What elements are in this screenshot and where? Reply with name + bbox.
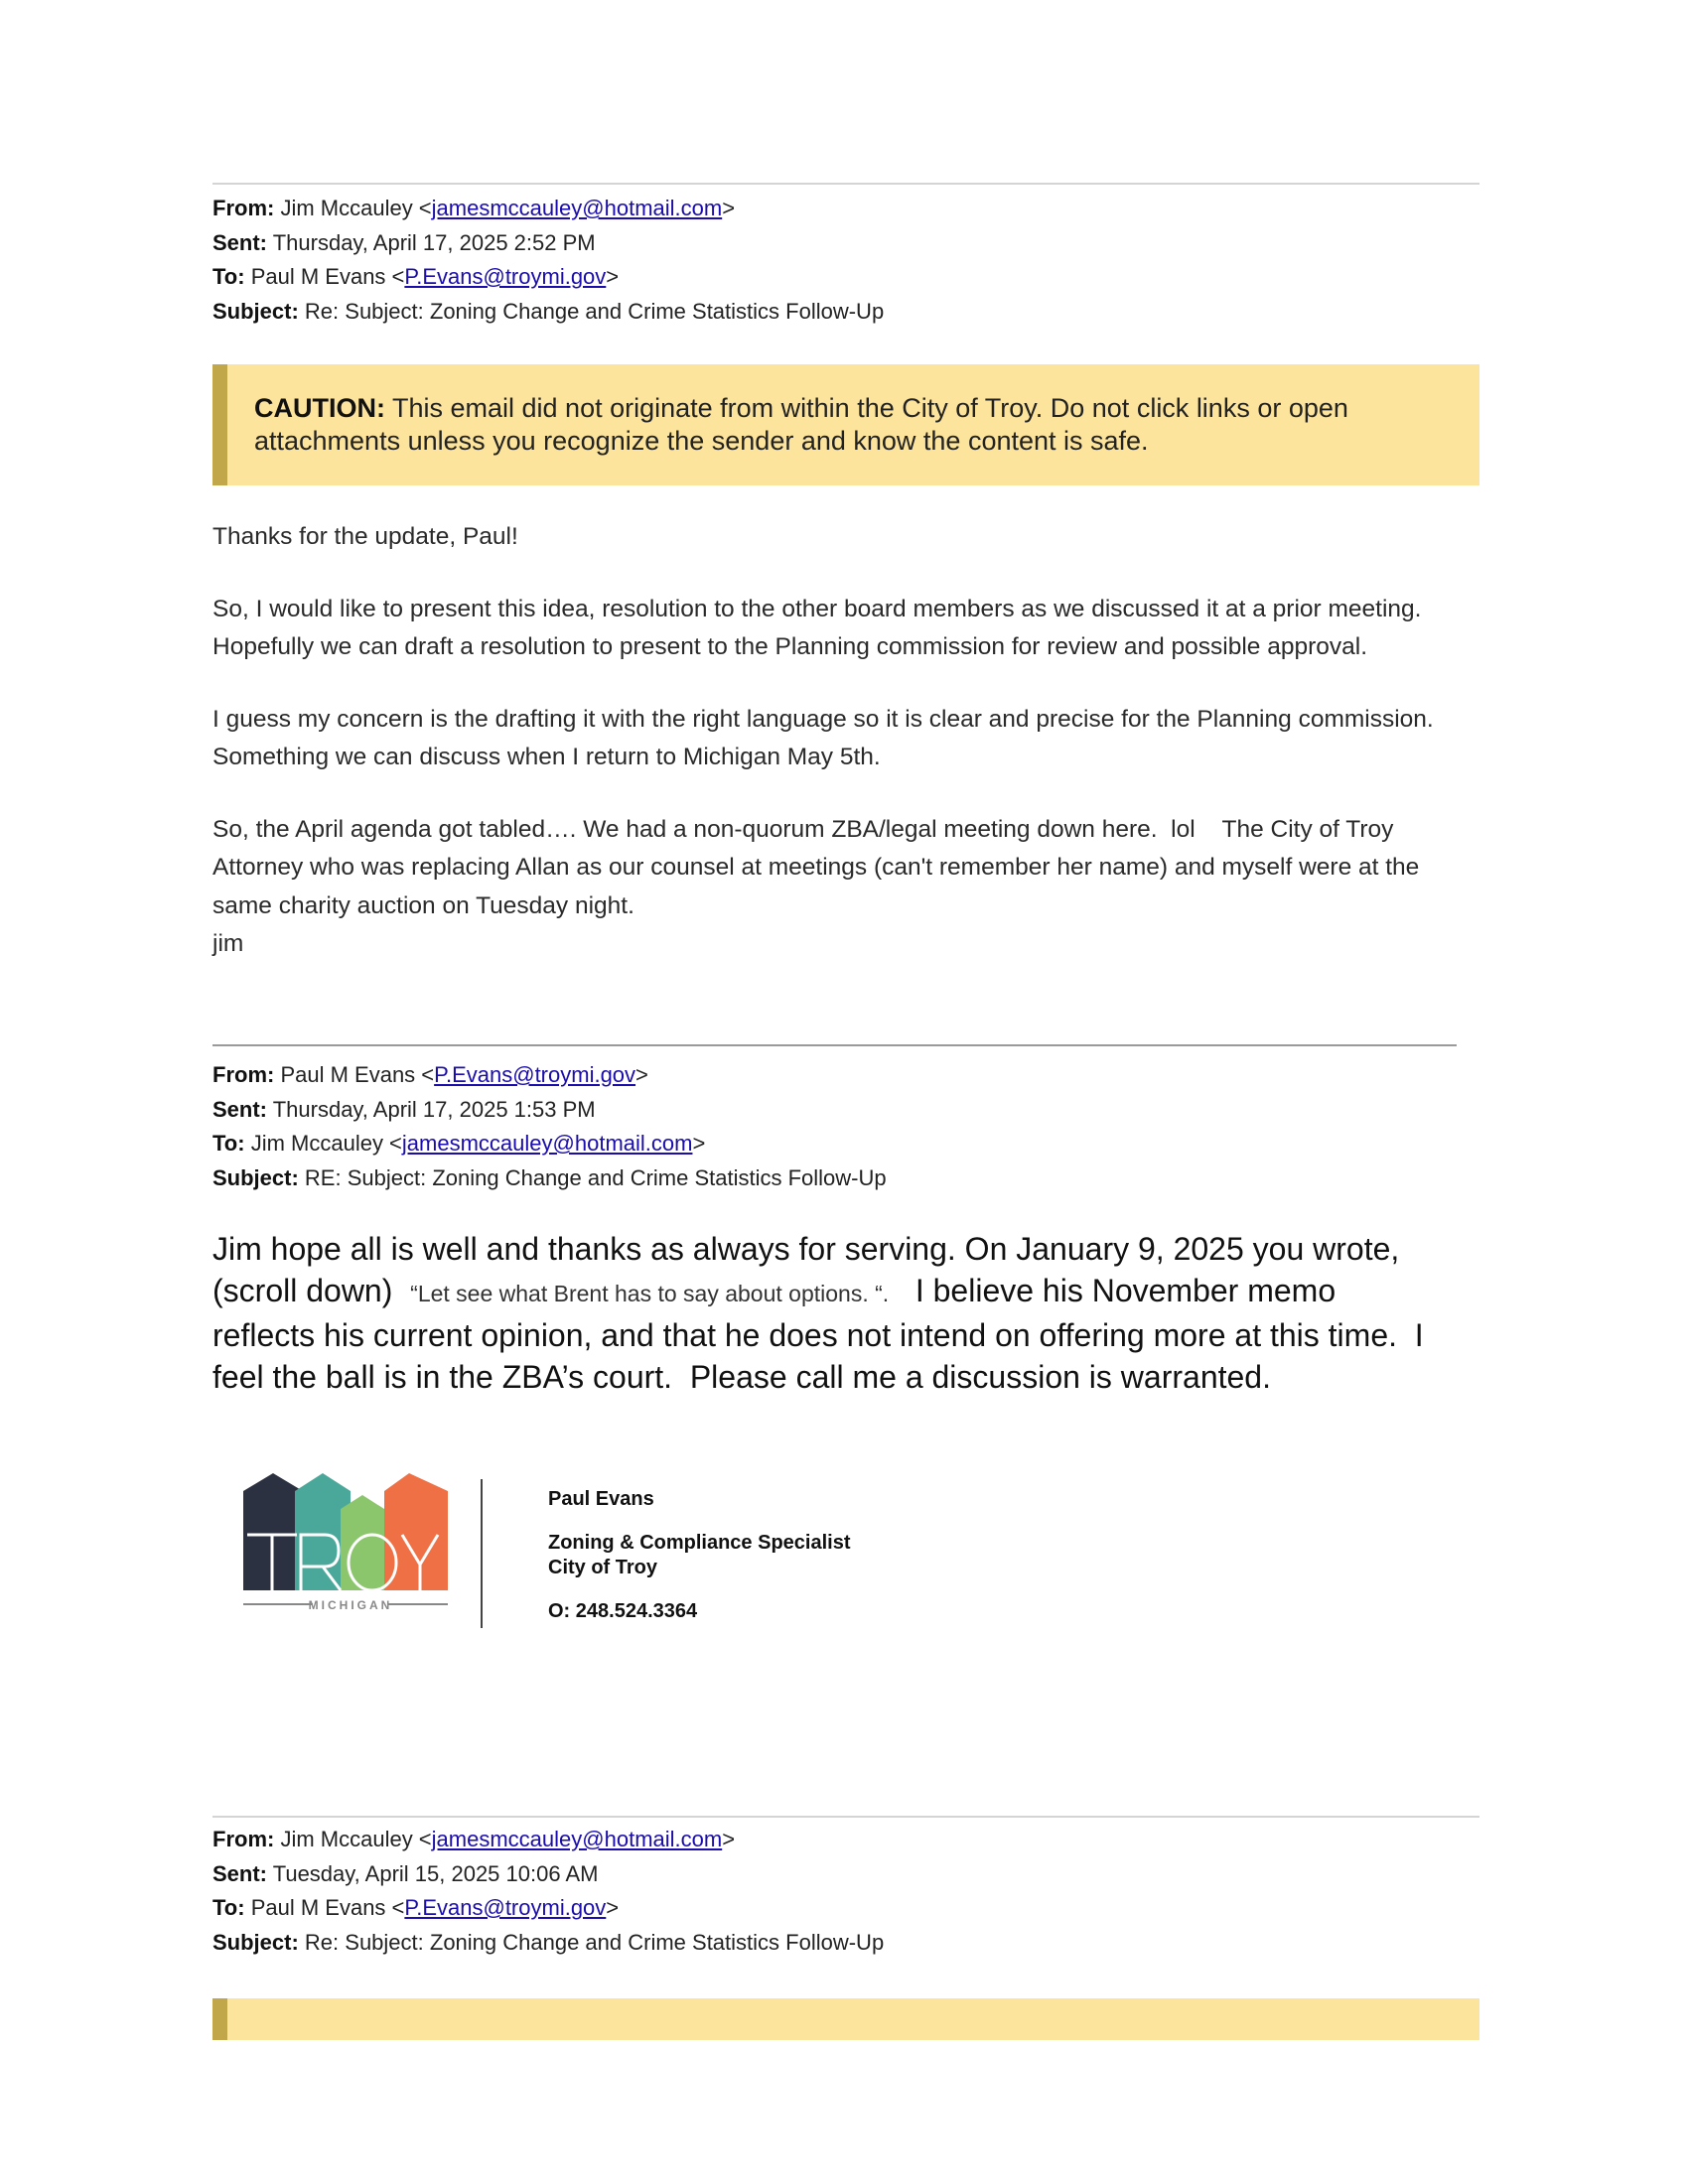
body-paragraph: I guess my concern is the drafting it with the right language so it is clear and precise for the Planning commission.: [212, 705, 1434, 733]
email-header-2: [212, 1058, 887, 1195]
body-line: Jim hope all is well and thanks as always for serving. On January 9, 2025 you wrote,: [212, 1231, 1400, 1267]
logo-subtitle: MICHIGAN: [308, 1598, 393, 1612]
body-paragraph: Attorney who was replacing Allan as our counsel at meetings (can't remember her name) and myself were at the: [212, 854, 1420, 881]
signature-title: Zoning & Compliance Specialist: [548, 1532, 851, 1554]
signature-org: City of Troy: [548, 1557, 658, 1578]
body-line: (scroll down) “Let see what Brent has to say about options. “. I believe his November memo: [212, 1273, 1336, 1308]
email-separator-3: [212, 1816, 1479, 1818]
subject-line: Subject: RE: Subject: Zoning Change and Crime Statistics Follow-Up: [212, 1164, 887, 1190]
signature-name: Paul Evans: [548, 1488, 654, 1510]
caution-banner: [212, 364, 1479, 485]
email-separator-2: [212, 1044, 1457, 1046]
signature-phone: O: 248.524.3364: [548, 1600, 698, 1622]
sent-line: Sent: Thursday, April 17, 2025 2:52 PM: [212, 229, 596, 255]
caution-banner-partial: [212, 1998, 1479, 2040]
from-line: From: Jim Mccauley <jamesmccauley@hotmail.com>: [212, 1827, 736, 1851]
to-line: To: Paul M Evans <P.Evans@troymi.gov>: [212, 1895, 620, 1920]
body-paragraph: Hopefully we can draft a resolution to present to the Planning commission for review and possible approval.: [212, 633, 1368, 660]
subject-line: Subject: Re: Subject: Zoning Change and Crime Statistics Follow-Up: [212, 298, 885, 324]
body-paragraph: Something we can discuss when I return to Michigan May 5th.: [212, 744, 881, 770]
from-email-link[interactable]: jamesmccauley@hotmail.com: [431, 1827, 723, 1851]
email-body-1: [212, 518, 1503, 964]
body-paragraph: same charity auction on Tuesday night.: [212, 891, 634, 919]
sent-line: Sent: Thursday, April 17, 2025 1:53 PM: [212, 1096, 596, 1122]
to-line: To: Paul M Evans <P.Evans@troymi.gov>: [212, 264, 620, 289]
email-header-1: [212, 192, 884, 329]
quoted-text: “Let see what Brent has to say about options. “.: [410, 1281, 890, 1306]
signature-divider: [481, 1479, 483, 1628]
email-body-2: [212, 1228, 1503, 1398]
from-line: From: Paul M Evans <P.Evans@troymi.gov>: [212, 1062, 648, 1087]
sent-line: Sent: Tuesday, April 15, 2025 10:06 AM: [212, 1860, 599, 1886]
body-paragraph: So, the April agenda got tabled…. We had a non-quorum ZBA/legal meeting down here. lol The City of Troy: [212, 815, 1394, 843]
email-separator-1: [212, 183, 1479, 185]
from-email-link[interactable]: jamesmccauley@hotmail.com: [431, 196, 723, 220]
to-email-link[interactable]: P.Evans@troymi.gov: [404, 1895, 607, 1920]
body-paragraph: Thanks for the update, Paul!: [212, 523, 518, 550]
caution-text: CAUTION: This email did not originate from within the City of Troy. Do not click links or open attachments unless you recognize the sender and know the content is safe.: [254, 393, 1348, 456]
email-header-3: [212, 1823, 884, 1960]
to-email-link[interactable]: P.Evans@troymi.gov: [404, 264, 607, 289]
signoff: jim: [212, 930, 244, 957]
to-line: To: Jim Mccauley <jamesmccauley@hotmail.com>: [212, 1131, 706, 1156]
body-line: reflects his current opinion, and that he does not intend on offering more at this time. I: [212, 1317, 1424, 1353]
from-line: From: Jim Mccauley <jamesmccauley@hotmail.com>: [212, 196, 736, 220]
to-email-link[interactable]: jamesmccauley@hotmail.com: [401, 1131, 693, 1156]
body-paragraph: So, I would like to present this idea, resolution to the other board members as we discussed it at a prior meeting.: [212, 595, 1422, 622]
body-line: feel the ball is in the ZBA’s court. Please call me a discussion is warranted.: [212, 1359, 1271, 1395]
from-email-link[interactable]: P.Evans@troymi.gov: [434, 1062, 636, 1087]
subject-line: Subject: Re: Subject: Zoning Change and Crime Statistics Follow-Up: [212, 1929, 885, 1955]
troy-logo-icon: [243, 1473, 458, 1624]
